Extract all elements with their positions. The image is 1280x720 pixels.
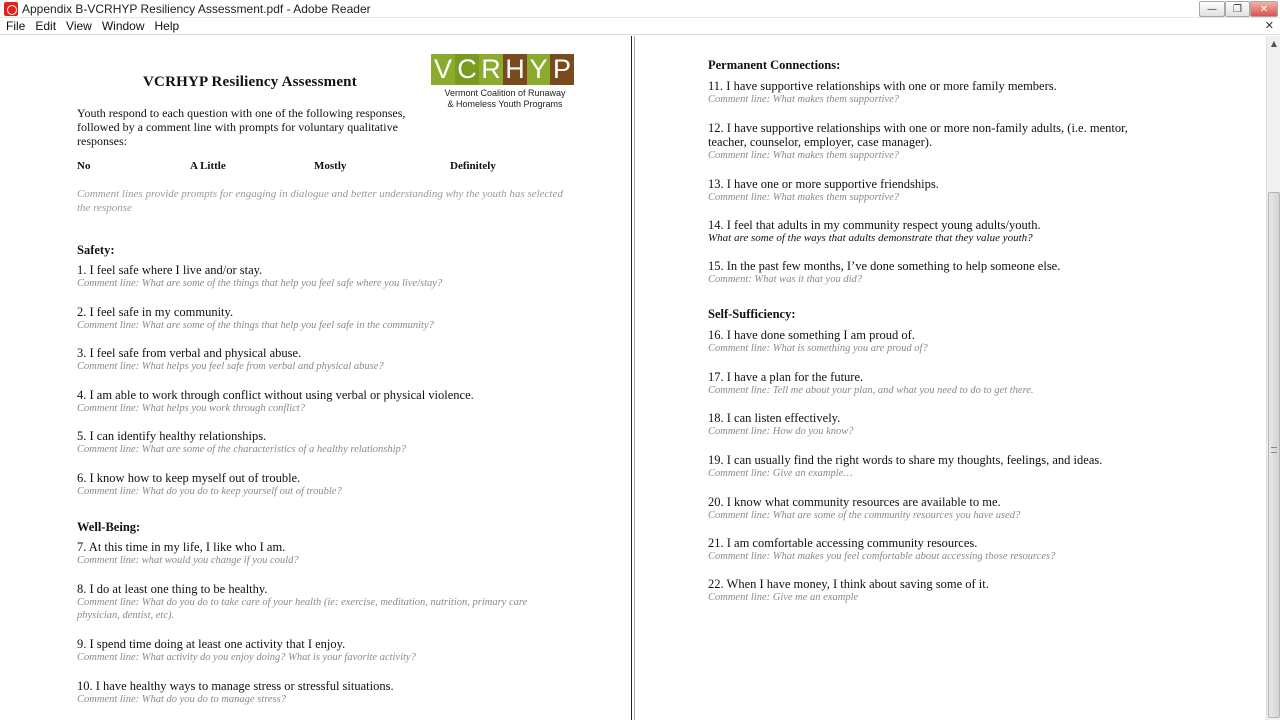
close-document-icon[interactable]: ✕ bbox=[1264, 19, 1274, 32]
comment-line: Comment: What was it that you did? bbox=[708, 274, 862, 285]
comment-line: Comment line: what would you change if you could? bbox=[77, 555, 299, 566]
question-item bbox=[708, 453, 1208, 480]
question-text: 7. At this time in my life, I like who I am. bbox=[77, 540, 286, 554]
menu-bar bbox=[0, 18, 1280, 35]
question-text: 1. I feel safe where I live and/or stay. bbox=[77, 263, 263, 277]
question-item bbox=[708, 536, 1208, 563]
question-text: 13. I have one or more supportive friendships. bbox=[708, 177, 939, 191]
comment-note: Comment lines provide prompts for engaging in dialogue and better understanding why the youth has selected the response bbox=[77, 188, 563, 214]
question-item bbox=[708, 218, 1208, 245]
question-item bbox=[708, 121, 1158, 162]
question-text: 19. I can usually find the right words to share my thoughts, feelings, and ideas. bbox=[708, 453, 1103, 467]
logo-caption bbox=[436, 88, 574, 110]
comment-line: Comment line: What is something you are proud of? bbox=[708, 343, 928, 354]
comment-line: What are some of the ways that adults demonstrate that they value youth? bbox=[708, 232, 1033, 244]
question-text: 22. When I have money, I think about saving some of it. bbox=[708, 577, 989, 591]
scroll-thumb[interactable] bbox=[1268, 192, 1280, 718]
question-text: 9. I spend time doing at least one activity that I enjoy. bbox=[77, 637, 346, 651]
comment-line: Comment line: What makes them supportive? bbox=[708, 150, 900, 161]
adobe-reader-icon bbox=[4, 2, 18, 16]
question-text: 12. I have supportive relationships with one or more non-family adults, (i.e. mentor, teacher, counselor, employer, case manager). bbox=[708, 121, 1128, 149]
question-text: 8. I do at least one thing to be healthy. bbox=[77, 582, 268, 596]
question-item bbox=[77, 263, 577, 290]
logo-letters bbox=[431, 54, 574, 85]
question-item bbox=[77, 582, 567, 622]
question-text: 21. I am comfortable accessing community resources. bbox=[708, 536, 978, 550]
pdf-page-2 bbox=[634, 36, 1266, 720]
comment-line: Comment line: Tell me about your plan, and what you need to do to get there. bbox=[708, 385, 1034, 396]
logo-letter: Y bbox=[527, 54, 550, 85]
question-text: 10. I have healthy ways to manage stress or stressful situations. bbox=[77, 679, 394, 693]
question-item bbox=[77, 679, 577, 706]
vertical-scrollbar[interactable] bbox=[1266, 36, 1280, 720]
comment-line: Comment line: What are some of the things that help you feel safe where you live/stay? bbox=[77, 278, 443, 289]
question-item bbox=[708, 79, 1208, 106]
window-title: Appendix B-VCRHYP Resiliency Assessment.pdf - Adobe Reader bbox=[22, 1, 371, 16]
question-text: 16. I have done something I am proud of. bbox=[708, 328, 915, 342]
question-item bbox=[708, 495, 1208, 522]
window-title-bar bbox=[0, 0, 1280, 18]
question-text: 20. I know what community resources are available to me. bbox=[708, 495, 1001, 509]
scale-a-little: A Little bbox=[190, 160, 226, 172]
section-safety: Safety: bbox=[77, 243, 115, 257]
comment-line: Comment line: What helps you work through conflict? bbox=[77, 403, 305, 414]
close-button[interactable]: ✕ bbox=[1250, 1, 1278, 17]
menu-view[interactable]: View bbox=[66, 19, 92, 33]
question-item bbox=[708, 411, 1208, 438]
question-text: 18. I can listen effectively. bbox=[708, 411, 841, 425]
question-item bbox=[708, 328, 1208, 355]
question-text: 3. I feel safe from verbal and physical abuse. bbox=[77, 346, 302, 360]
question-item bbox=[77, 429, 577, 456]
comment-line: Comment line: What helps you feel safe from verbal and physical abuse? bbox=[77, 361, 384, 372]
logo-caption-line1: Vermont Coalition of Runaway bbox=[444, 88, 566, 98]
comment-line: Comment line: What makes them supportive? bbox=[708, 94, 900, 105]
question-text: 17. I have a plan for the future. bbox=[708, 370, 864, 384]
question-text: 5. I can identify healthy relationships. bbox=[77, 429, 267, 443]
logo-letter: V bbox=[431, 54, 455, 85]
document-viewer bbox=[0, 36, 1266, 720]
comment-line: Comment line: What do you do to manage stress? bbox=[77, 694, 287, 705]
question-text: 2. I feel safe in my community. bbox=[77, 305, 234, 319]
question-item bbox=[708, 577, 1208, 604]
logo-letter: H bbox=[503, 54, 527, 85]
section-self-sufficiency: Self-Sufficiency: bbox=[708, 307, 796, 321]
comment-line: Comment line: What makes you feel comfortable about accessing those resources? bbox=[708, 551, 1056, 562]
question-text: 4. I am able to work through conflict without using verbal or physical violence. bbox=[77, 388, 474, 402]
document-title: VCRHYP Resiliency Assessment bbox=[143, 74, 357, 90]
question-item bbox=[77, 540, 577, 567]
comment-line: Comment line: Give me an example bbox=[708, 592, 859, 603]
question-text: 15. In the past few months, I’ve done something to help someone else. bbox=[708, 259, 1061, 273]
comment-line: Comment line: What activity do you enjoy doing? What is your favorite activity? bbox=[77, 652, 416, 663]
menu-file[interactable]: File bbox=[6, 19, 26, 33]
question-text: 6. I know how to keep myself out of trouble. bbox=[77, 471, 301, 485]
question-item bbox=[77, 305, 577, 332]
menu-window[interactable]: Window bbox=[101, 19, 145, 33]
comment-line: Comment line: What do you do to keep yourself out of trouble? bbox=[77, 486, 342, 497]
minimize-button[interactable]: — bbox=[1199, 1, 1225, 17]
maximize-button[interactable]: ❐ bbox=[1225, 1, 1250, 17]
comment-line: Comment line: What do you do to take care of your health (ie: exercise, meditation, nutrition, primary care physician, dentist, etc). bbox=[77, 597, 528, 621]
scale-mostly: Mostly bbox=[314, 160, 347, 172]
question-text: 14. I feel that adults in my community respect young adults/youth. bbox=[708, 218, 1041, 232]
logo-letter: P bbox=[550, 54, 574, 85]
section-well-being: Well-Being: bbox=[77, 520, 141, 534]
comment-line: Comment line: Give an example… bbox=[708, 468, 853, 479]
logo-letter: R bbox=[479, 54, 503, 85]
menu-edit[interactable]: Edit bbox=[35, 19, 57, 33]
comment-line: Comment line: What are some of the community resources you have used? bbox=[708, 510, 1021, 521]
logo-caption-line2: & Homeless Youth Programs bbox=[447, 99, 563, 109]
question-text: 11. I have supportive relationships with one or more family members. bbox=[708, 79, 1057, 93]
scale-definitely: Definitely bbox=[450, 160, 496, 172]
section-permanent-connections: Permanent Connections: bbox=[708, 58, 841, 72]
intro-text: Youth respond to each question with one of the following responses, followed by a comment line with prompts for voluntary qualitative responses: bbox=[77, 106, 406, 148]
scale-no: No bbox=[77, 160, 91, 172]
scroll-up-arrow-icon[interactable]: ▲ bbox=[1270, 38, 1278, 48]
scroll-grip-icon bbox=[1271, 447, 1277, 453]
question-item bbox=[708, 259, 1208, 286]
comment-line: Comment line: What makes them supportive? bbox=[708, 192, 900, 203]
vcrhyp-logo bbox=[431, 54, 574, 114]
question-item bbox=[77, 471, 577, 498]
logo-letter: C bbox=[455, 54, 479, 85]
question-item bbox=[77, 637, 577, 664]
question-item bbox=[708, 370, 1208, 397]
question-item bbox=[77, 346, 577, 373]
pdf-page-1 bbox=[0, 36, 632, 720]
comment-line: Comment line: What are some of the characteristics of a healthy relationship? bbox=[77, 444, 407, 455]
menu-help[interactable]: Help bbox=[154, 19, 180, 33]
question-item bbox=[708, 177, 1208, 204]
comment-line: Comment line: What are some of the things that help you feel safe in the community? bbox=[77, 320, 434, 331]
comment-line: Comment line: How do you know? bbox=[708, 426, 854, 437]
question-item bbox=[77, 388, 577, 415]
